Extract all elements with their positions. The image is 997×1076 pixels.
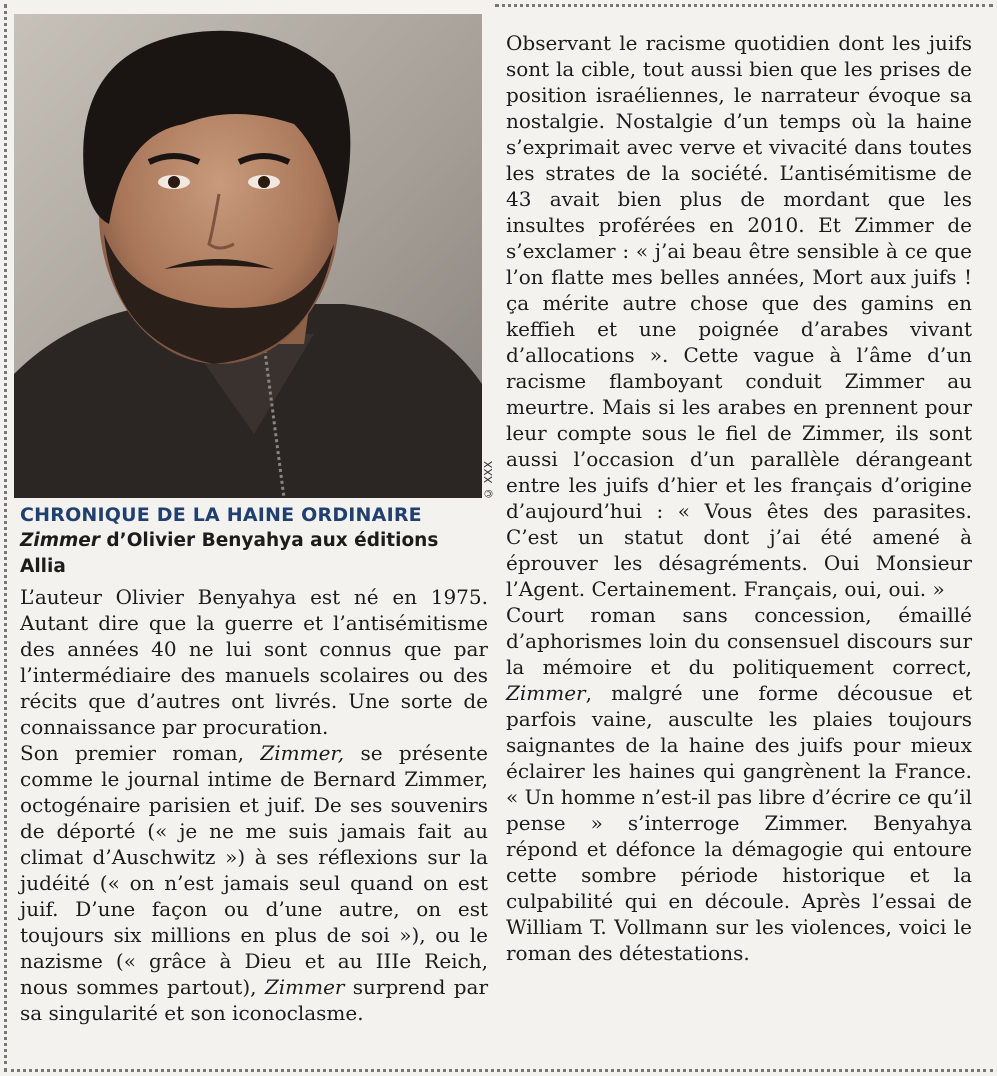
author-photo — [14, 14, 482, 498]
left-p2-text-c: se présente comme le journal intime de Bernard Zimmer, octogénaire parisien et juif. De ses souvenirs de déporté (« je ne me suis jamais fait au climat d’Auschwitz ») à ses réflexions sur la judéité (« on n’est jamais seul quand on est juif. D’une façon ou d’une autre, on est toujours six millions en plus de soi »), ou le nazisme (« grâce à Dieu et au IIIe Reich, nous sommes partout), — [20, 741, 488, 999]
left-paragraph-1: L’auteur Olivier Benyahya est né en 1975. Autant dire que la guerre et l’antisémitisme des années 40 ne lui sont connus que par l’intermédiaire des manuels scolaires ou des récits que d’autres ont livrés. Une sorte de connaissance par procuration. — [20, 585, 488, 739]
article-headline: CHRONIQUE DE LA HAINE ORDINAIRE — [20, 504, 422, 526]
dotted-border-left — [4, 4, 7, 1072]
dotted-border-top — [495, 4, 993, 7]
photo-credit: © XXX — [482, 460, 495, 500]
left-p2-title-b: Zimmer — [264, 975, 345, 999]
left-paragraph-2 — [20, 740, 488, 1026]
right-paragraph-2 — [506, 602, 972, 966]
author-portrait-illustration — [14, 14, 482, 498]
article-subhead — [20, 528, 488, 580]
right-p2-title: Zimmer — [506, 681, 586, 705]
right-p2-text-c: , malgré une forme décousue et parfois vaine, ausculte les plaies toujours saignantes de la haine des juifs pour mieux éclairer les haines qui gangrènent la France. « Un homme n’est-il pas libre d’écrire ce qu’il pense » s’interroge Zimmer. Benyahya répond et défonce la démagogie qui entoure cette sombre période historique et la culpabilité qui en découle. Après l’essai de William T. Vollmann sur les violences, voici le roman des détestations. — [506, 681, 972, 965]
dotted-border-bottom — [4, 1069, 993, 1072]
left-p2-text-e: surprend par sa singularité et son iconoclasme. — [20, 975, 489, 1025]
article-left-column — [14, 504, 488, 1026]
subhead-rest: d’Olivier Benyahya aux éditions Allia — [20, 530, 439, 577]
article-right-column — [506, 30, 972, 966]
book-title: Zimmer — [20, 530, 100, 551]
right-paragraph-1: Observant le racisme quotidien dont les juifs sont la cible, tout aussi bien que les prises de position israéliennes, le narrateur évoque sa nostalgie. Nostalgie d’un temps où la haine s’exprimait avec verve et vivacité dans toutes les strates de la société. L’antisémitisme de 43 avait bien plus de mordant que les insultes proférées en 2010. Et Zimmer de s’exclamer : « j’ai beau être sensible à ce que l’on flatte mes belles années, Mort aux juifs ! ça mérite autre chose que des gamins en keffieh et une poignée d’arabes vivant d’allocations ». Cette vague à l’âme d’un racisme flamboyant conduit Zimmer au meurtre. Mais si les arabes en prennent pour leur compte sous le fiel de Zimmer, ils sont aussi l’occasion d’un parallèle dérangeant entre les juifs d’hier et les français d’origine d’aujourd’hui : « Vous êtes des parasites. C’est un statut dont j’ai été amené à éprouver les désagréments. Oui Monsieur l’Agent. Certainement. Français, oui, oui. » — [506, 31, 972, 601]
left-p2-title-a: Zimmer, — [260, 741, 345, 765]
left-p2-text-a: Son premier roman, — [20, 741, 261, 765]
right-p2-text-a: Court roman sans concession, émaillé d’aphorismes loin du consensuel discours sur la mémoire et du politiquement correct, — [506, 603, 972, 679]
